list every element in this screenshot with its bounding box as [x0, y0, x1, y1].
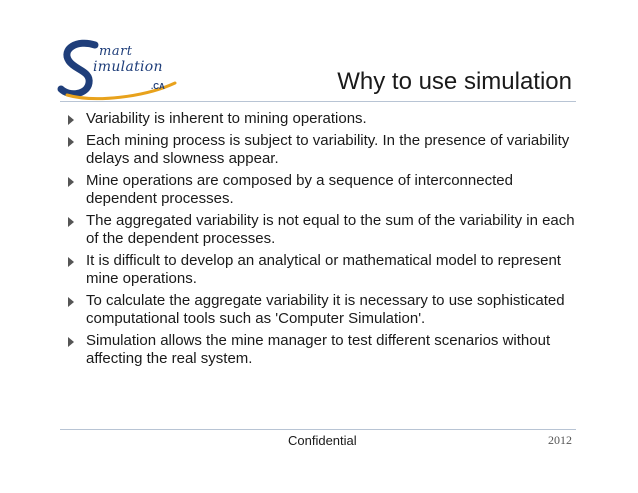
smart-simulation-logo: [55, 35, 195, 105]
bullet-text: Variability is inherent to mining operations.: [86, 110, 367, 127]
footer-confidential: Confidential: [288, 433, 357, 448]
bullet-arrow-icon: [68, 137, 74, 147]
bullet-item: [66, 132, 576, 168]
bullet-item: [66, 172, 576, 208]
bullet-arrow-icon: [68, 297, 74, 307]
bullet-arrow-icon: [68, 115, 74, 125]
bullet-arrow-icon: [68, 217, 74, 227]
bullet-item: [66, 212, 576, 248]
logo-text-domain: .CA: [151, 82, 165, 91]
bullet-arrow-icon: [68, 257, 74, 267]
footer-divider: [60, 429, 576, 430]
logo-text-simulation: imulation: [93, 59, 163, 75]
header-divider: [60, 101, 576, 102]
bullet-arrow-icon: [68, 177, 74, 187]
bullet-arrow-icon: [68, 337, 74, 347]
bullet-item: [66, 292, 576, 328]
bullet-text: Simulation allows the mine manager to test different scenarios without affecting the real system.: [86, 332, 551, 367]
bullet-text: Mine operations are composed by a sequence of interconnected dependent processes.: [86, 172, 513, 207]
bullet-item: [66, 252, 576, 288]
logo-text-smart: mart: [99, 44, 133, 59]
bullet-text: To calculate the aggregate variability it is necessary to use sophisticated computational tools such as 'Computer Simulation'.: [86, 292, 565, 327]
bullet-item: [66, 110, 576, 128]
bullet-list: [66, 110, 576, 372]
slide-title: Why to use simulation: [337, 68, 572, 95]
bullet-item: [66, 332, 576, 368]
bullet-text: Each mining process is subject to variability. In the presence of variability delays and slowness appear.: [86, 132, 570, 167]
bullet-text: The aggregated variability is not equal to the sum of the variability in each of the dependent processes.: [86, 212, 575, 247]
bullet-text: It is difficult to develop an analytical or mathematical model to represent mine operations.: [86, 252, 561, 287]
footer-year: 2012: [548, 433, 572, 447]
